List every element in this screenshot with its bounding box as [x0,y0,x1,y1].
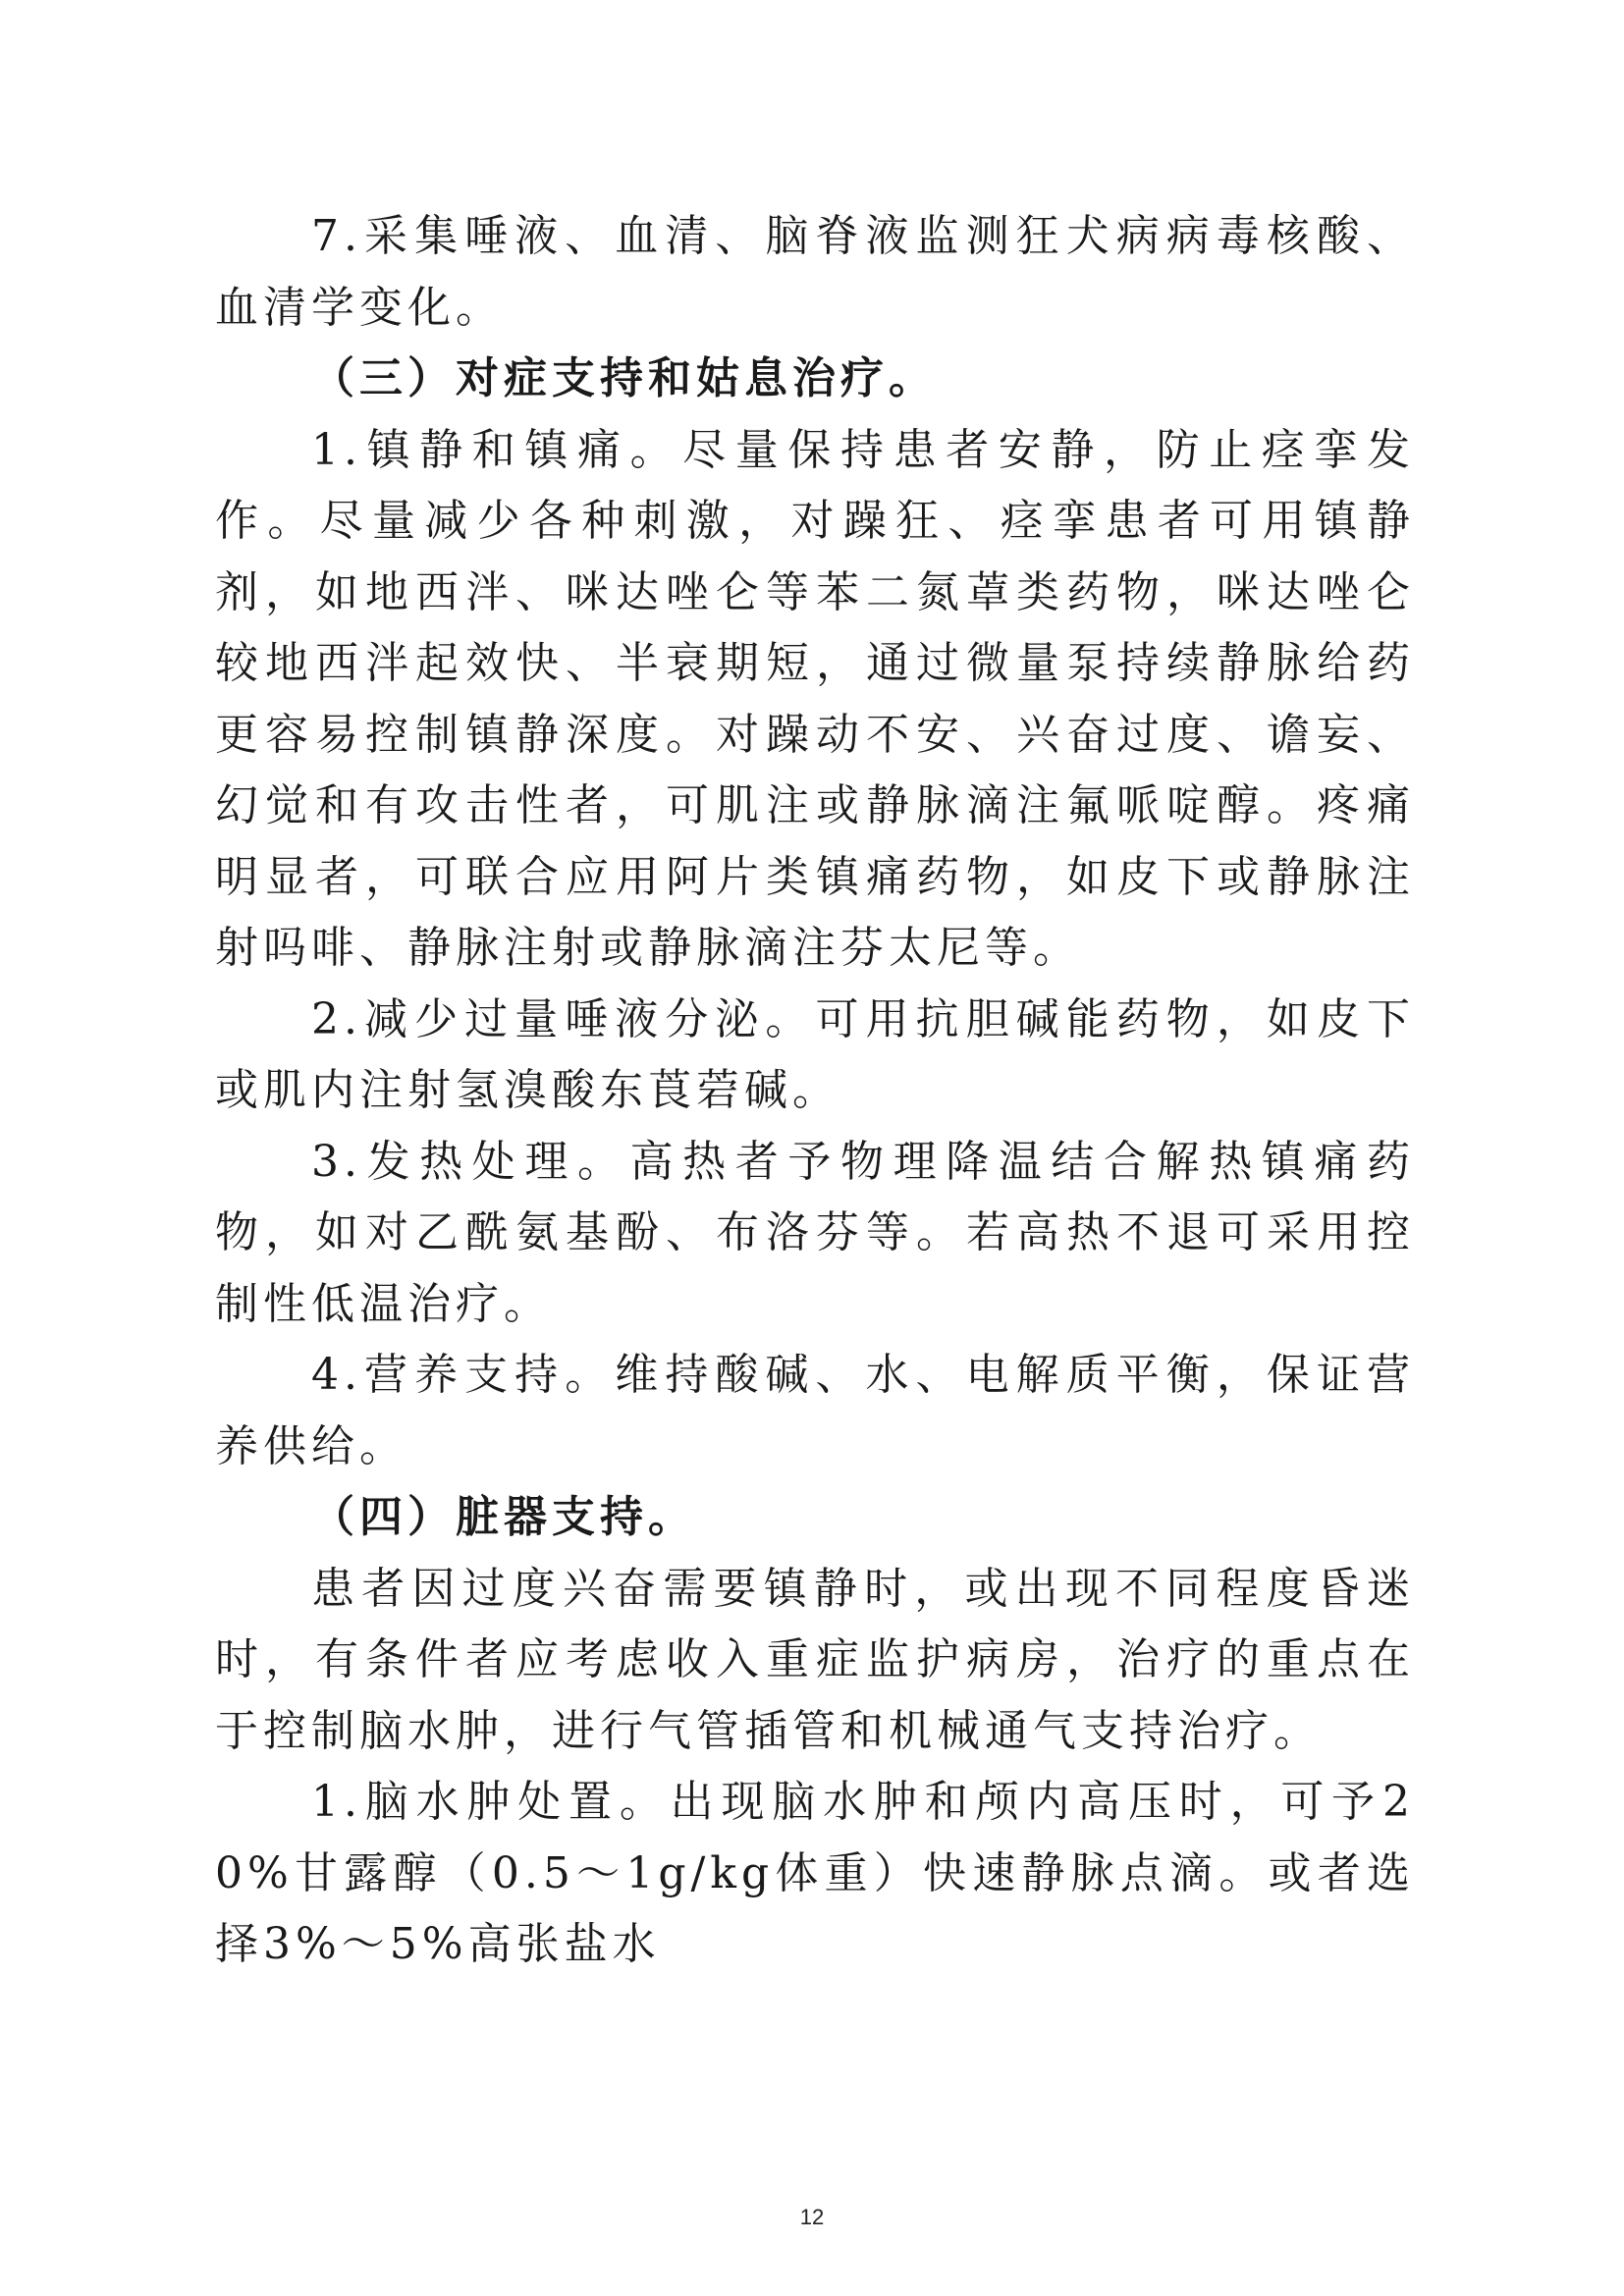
document-body [215,201,1415,1981]
paragraph-reduce-saliva: 2.减少过量唾液分泌。可用抗胆碱能药物，如皮下或肌内注射氢溴酸东莨菪碱。 [215,993,1415,1115]
paragraph-icu-admission: 患者因过度兴奋需要镇静时，或出现不同程度昏迷时，有条件者应考虑收入重症监护病房，治疗的重点在于控制脑水肿，进行气管插管和机械通气支持治疗。 [215,1563,1415,1756]
paragraph-nutrition-support: 4.营养支持。维持酸碱、水、电解质平衡，保证营养供给。 [215,1350,1415,1471]
paragraph-fever-management: 3.发热处理。高热者予物理降温结合解热镇痛药物，如对乙酰氨基酚、布洛芬等。若高热不退可采用控制性低温治疗。 [215,1136,1415,1329]
paragraph-sedation-analgesia: 1.镇静和镇痛。尽量保持患者安静，防止痉挛发作。尽量减少各种刺激，对躁狂、痉挛患者可用镇静剂，如地西泮、咪达唑仑等苯二氮䓬类药物，咪达唑仑较地西泮起效快、半衰期短，通过微量泵持续静脉给药更容易控制镇静深度。对躁动不安、兴奋过度、谵妄、幻觉和有攻击性者，可肌注或静脉滴注氟哌啶醇。疼痛明显者，可联合应用阿片类镇痛药物，如皮下或静脉注射吗啡、静脉注射或静脉滴注芬太尼等。 [215,424,1415,973]
section-heading-symptomatic-support: （三）对症支持和姑息治疗。 [311,353,937,403]
page-number: 12 [799,2205,825,2229]
paragraph-cerebral-edema: 1.脑水肿处置。出现脑水肿和颅内高压时，可予20%甘露醇（0.5～1g/kg体重）快速静脉点滴。或者选择3%～5%高张盐水 [215,1777,1415,1969]
paragraph-saliva-monitoring: 7.采集唾液、血清、脑脊液监测狂犬病病毒核酸、血清学变化。 [215,211,1415,333]
section-heading-organ-support: （四）脏器支持。 [311,1492,696,1542]
